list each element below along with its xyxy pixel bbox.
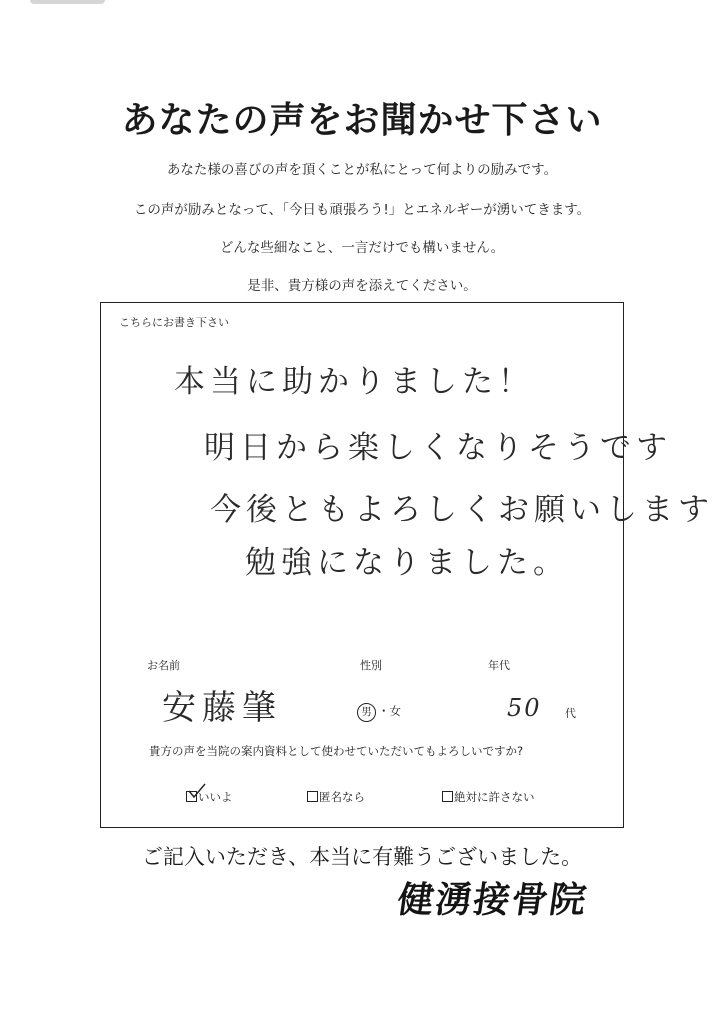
age-label: 年代 <box>488 659 510 672</box>
intro-line-4: 是非、貴方様の声を添えてください。 <box>247 278 477 294</box>
intro-line-3: どんな些細なこと、一言だけでも構いません。 <box>219 240 505 256</box>
option-refuse[interactable] <box>442 789 535 805</box>
option-ok-label: いいよ <box>198 790 233 804</box>
age-value: 50 <box>507 694 542 722</box>
option-anonymous[interactable] <box>307 789 365 805</box>
gender-label: 性別 <box>360 659 382 672</box>
handwritten-line-3: 今後ともよろしくお願いします <box>210 492 714 528</box>
gender-separator: ・ <box>378 704 390 718</box>
name-value: 安藤肇 <box>162 688 282 728</box>
option-anonymous-label: 匿名なら <box>319 790 365 804</box>
consent-question: 貴方の声を当院の案内資料として使わせていただいてもよろしいですか? <box>149 744 524 758</box>
page-title: あなたの声をお聞かせ下さい <box>121 100 603 141</box>
checkmark-icon <box>187 783 207 799</box>
option-ok[interactable] <box>186 789 233 805</box>
clinic-name-stamp: 健湧接骨院 <box>394 879 591 921</box>
handwritten-line-1: 本当に助かりました！ <box>174 364 534 400</box>
thank-you-message: ご記入いただき、本当に有難うございました。 <box>141 845 583 869</box>
intro-line-1: あなた様の喜びの声を頂くことが私にとって何よりの励みです。 <box>166 162 558 178</box>
checkbox-anonymous[interactable] <box>307 791 318 802</box>
handwritten-line-4: 勉強になりました。 <box>245 545 569 581</box>
scan-edge-mark <box>30 0 105 4</box>
gender-male-circled: 男 <box>357 703 376 722</box>
age-suffix: 代 <box>565 707 576 720</box>
gender-choice <box>357 703 401 722</box>
form-prompt: こちらにお書き下さい <box>119 316 229 329</box>
gender-female: 女 <box>389 704 401 718</box>
handwritten-line-2: 明日から楽しくなりそうです <box>204 430 672 466</box>
intro-line-2: この声が励みとなって、「今日も頑張ろう!」とエネルギーが湧いてきます。 <box>133 202 591 218</box>
checkbox-refuse[interactable] <box>442 791 453 802</box>
name-label: お名前 <box>147 659 180 672</box>
option-refuse-label: 絶対に許さない <box>454 790 535 804</box>
